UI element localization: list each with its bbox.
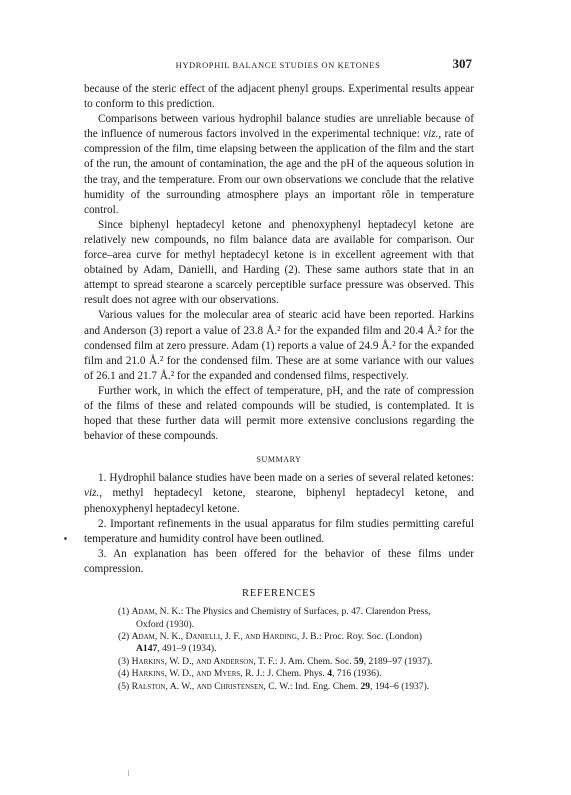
page-number: 307 [452, 56, 472, 71]
reference-continuation [104, 643, 474, 655]
reference-pages: , 491–9 (1934). [157, 643, 217, 655]
margin-mark [64, 537, 67, 540]
summary-section [84, 471, 474, 577]
paragraph-text: , rate of compression of the film, time elapsing between the application of the film and the start of the run, the amount of contamination, the age and the pH of the aqueous solution in the tray, and the temperature. From our own observations we conclude that the relative humidity of the surrounding atmosphere plays an important rôle in temperature control. [84, 128, 474, 216]
reference-authors: Adam, N. K. [131, 606, 181, 618]
summary-heading: SUMMARY [256, 455, 302, 465]
reference-number: (3) [118, 655, 130, 667]
reference-authors: Adam, N. K., Danielli, J. F., and Harding, J. B. [131, 630, 319, 642]
reference-volume: 59 [354, 655, 364, 667]
reference-item [84, 606, 474, 631]
page-header [84, 56, 472, 76]
reference-volume: A147 [136, 643, 158, 655]
reference-volume: 29 [360, 680, 371, 692]
viz-abbrev: viz. [84, 487, 100, 500]
reference-number: (2) [118, 630, 130, 642]
article-body [84, 82, 474, 693]
running-head: HYDROPHIL BALANCE STUDIES ON KETONES [175, 60, 381, 70]
reference-item [84, 681, 474, 693]
reference-text: : The Physics and Chemistry of Surfaces, p. 47. Clarendon Press, [180, 606, 431, 618]
summary-item-3: 3. An explanation has been offered for the behavior of these films under compression. [84, 547, 474, 575]
reference-text: : J. Am. Chem. Soc. [274, 655, 355, 667]
viz-abbrev: viz. [423, 128, 439, 141]
paragraph-comparisons [84, 112, 474, 218]
paragraph-stearic-acid: Various values for the molecular area of stearic acid have been reported. Harkins and Anderson (3) report a value of 23.8 Å.² for the expanded film and 20.4 Å.² for the condensed film at zero pressure. Adam (1) reports a value of 24.9 Å.² for the expanded film and 21.0 Å.² for the condensed film. These are at some variance with our values of 26.1 and 21.7 Å.² for the expanded and condensed films, respectively. [84, 309, 474, 382]
summary-text: 1. Hydrophil balance studies have been made on a series of several related ketones: [98, 472, 474, 485]
summary-item-1 [84, 471, 474, 516]
reference-text: : Proc. Roy. Soc. (London) [318, 630, 423, 642]
reference-volume: 4 [327, 668, 332, 680]
summary-text: , methyl heptadecyl ketone, stearone, biphenyl heptadecyl ketone, and phenoxyphenyl heptadecyl ketone. [84, 487, 474, 515]
reference-authors: Harkins, W. D., and Myers, R. J. [131, 668, 263, 680]
reference-continuation: Oxford (1930). [136, 618, 195, 630]
paragraph-continuation: because of the steric effect of the adjacent phenyl groups. Experimental results appear to conform to this prediction. [84, 83, 474, 111]
reference-number: (1) [118, 606, 130, 618]
reference-item [84, 668, 474, 680]
paragraph-further-work: Further work, in which the effect of temperature, pH, and the rate of compression of the films of these and related compounds will be studied, is contemplated. It is hoped that these further data will permit more extensive conclusions regarding the behavior of these compounds. [84, 384, 474, 443]
reference-authors: Ralston, A. W., and Christensen, C. W. [131, 680, 290, 692]
margin-mark [128, 770, 129, 776]
reference-authors: Harkins, W. D., and Anderson, T. F. [131, 655, 275, 667]
reference-pages: , 194–6 (1937). [370, 680, 430, 692]
reference-pages: , 2189–97 (1937). [363, 655, 433, 667]
paragraph-text: Comparisons between various hydrophil balance studies are unreliable because of the influence of numerous factors involved in the experimental technique: [84, 113, 474, 141]
reference-number: (5) [118, 680, 130, 692]
reference-item [84, 656, 474, 668]
references-list [84, 606, 474, 693]
reference-item [84, 631, 474, 656]
reference-text: : Ind. Eng. Chem. [289, 680, 361, 692]
paragraph-new-compounds: Since biphenyl heptadecyl ketone and phenoxyphenyl heptadecyl ketone are relatively new compounds, no film balance data are available for comparison. Our force–area curve for methyl heptadecyl ketone is in excellent agreement with that obtained by Adam, Danielli, and Harding (2). These same authors state that in an attempt to spread stearone a scarcely perceptible surface pressure was observed. This result does not agree with our observations. [84, 218, 474, 307]
references-heading: REFERENCES [242, 588, 316, 599]
reference-text: : J. Chem. Phys. [262, 668, 328, 680]
reference-pages: , 716 (1936). [332, 668, 382, 680]
summary-item-2: 2. Important refinements in the usual apparatus for film studies permitting careful temperature and humidity control have been outlined. [84, 517, 474, 545]
reference-number: (4) [118, 668, 130, 680]
